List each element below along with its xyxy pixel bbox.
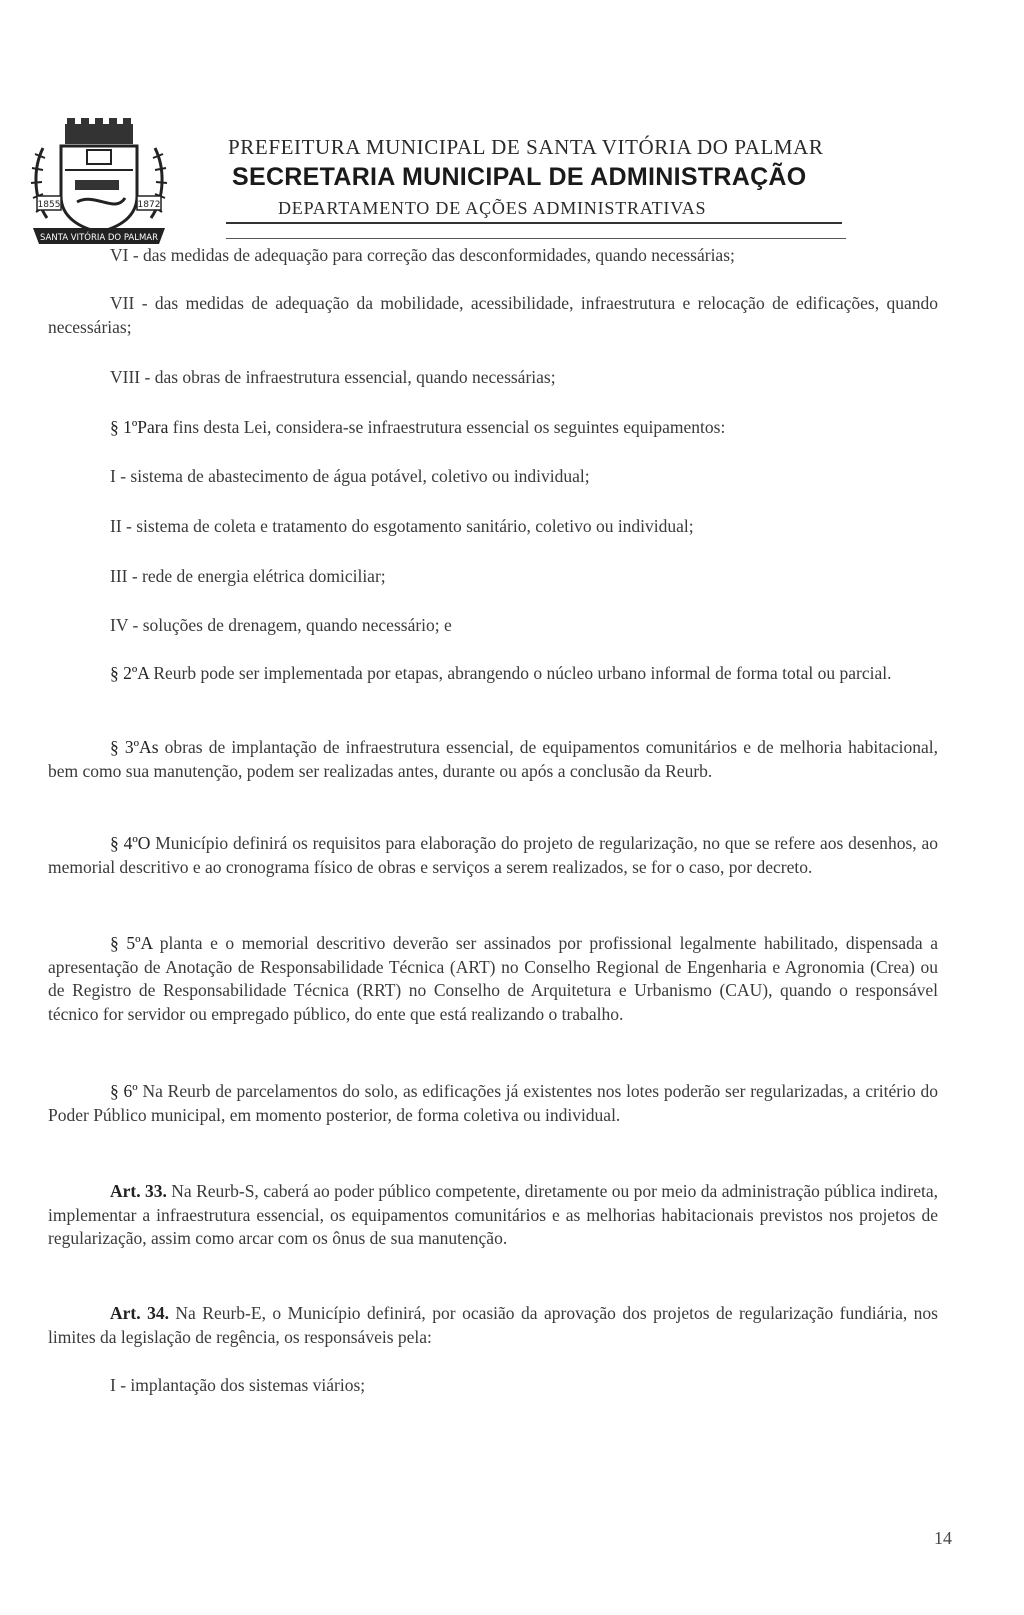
- paragraph-3: [48, 736, 938, 783]
- item-iv: IV - soluções de drenagem, quando necessário; e: [110, 615, 452, 635]
- paragraph-5: [48, 932, 938, 1026]
- paragraph-5-mark: § 5ºA: [110, 933, 153, 953]
- paragraph-5-text: planta e o memorial descritivo deverão ser assinados por profissional legalmente habilitado, dispensada a apresentação de Anotação de Responsabilidade Técnica (ART) no Conselho Regional de Engenharia e Agronomia (Crea) ou de Registro de Responsabilidade Técnica (RRT) no Conselho de Arquitetura e Urbanismo (CAU), quando o responsável técnico for servidor ou empregado público, do ente que está realizando o trabalho.: [48, 933, 938, 1024]
- crest-year-right: 1872: [137, 200, 161, 210]
- header-prefeitura: PREFEITURA MUNICIPAL DE SANTA VITÓRIA DO PALMAR: [228, 135, 824, 159]
- item-viii: VIII - das obras de infraestrutura essencial, quando necessárias;: [110, 367, 556, 387]
- header-rule-bottom: [226, 238, 846, 239]
- header-secretaria: SECRETARIA MUNICIPAL DE ADMINISTRAÇÃO: [232, 163, 807, 191]
- municipal-crest-icon: [25, 118, 173, 248]
- paragraph-1: [110, 416, 940, 440]
- header-rule-top: [226, 222, 842, 224]
- article-34: [48, 1302, 938, 1349]
- paragraph-4-text: Município definirá os requisitos para elaboração do projeto de regularização, no que se refere aos desenhos, ao memorial descritivo e ao cronograma físico de obras e serviços a serem realizados, se for o caso, por decreto.: [48, 833, 938, 877]
- paragraph-3-text: obras de implantação de infraestrutura essencial, de equipamentos comunitários e de melhoria habitacional, bem como sua manutenção, podem ser realizadas antes, durante ou após a conclusão da Reurb.: [48, 737, 939, 781]
- paragraph-6-text: Na Reurb de parcelamentos do solo, as edificações já existentes nos lotes poderão ser regularizadas, a critério do Poder Público municipal, em momento posterior, de forma coletiva ou individual.: [48, 1081, 938, 1125]
- letterhead: [0, 0, 1024, 250]
- item-vi: VI - das medidas de adequação para correção das desconformidades, quando necessárias;: [110, 245, 735, 265]
- crest-ribbon-text: SANTA VITÓRIA DO PALMAR: [39, 233, 159, 243]
- paragraph-6: [48, 1080, 938, 1127]
- paragraph-4-mark: § 4ºO: [110, 833, 151, 853]
- item-iii: III - rede de energia elétrica domiciliar;: [110, 566, 386, 586]
- paragraph-6-mark: § 6º: [110, 1081, 138, 1101]
- paragraph-3-mark: § 3ºAs: [110, 737, 159, 757]
- paragraph-2-text: Reurb pode ser implementada por etapas, abrangendo o núcleo urbano informal de forma total ou parcial.: [148, 663, 892, 683]
- item-ii: II - sistema de coleta e tratamento do esgotamento sanitário, coletivo ou individual;: [110, 516, 694, 536]
- crest-year-left: 1855: [37, 200, 61, 210]
- paragraph-1-mark: § 1ºPara: [110, 417, 169, 437]
- item-vii: VII - das medidas de adequação da mobilidade, acessibilidade, infraestrutura e relocação de edificações, quando necessárias;: [48, 293, 938, 337]
- paragraph-2: [48, 662, 938, 686]
- article-34-item-i: I - implantação dos sistemas viários;: [110, 1375, 366, 1395]
- paragraph-1-text: fins desta Lei, considera-se infraestrutura essencial os seguintes equipamentos:: [168, 417, 726, 437]
- article-34-text: Na Reurb-E, o Município definirá, por ocasião da aprovação dos projetos de regularização fundiária, nos limites da legislação de regência, os responsáveis pela:: [48, 1303, 938, 1347]
- header-departamento: DEPARTAMENTO DE AÇÕES ADMINISTRATIVAS: [278, 198, 707, 218]
- paragraph-4: [48, 832, 938, 879]
- paragraph-2-mark: § 2ºA: [110, 663, 149, 683]
- article-33: [48, 1180, 938, 1251]
- article-34-label: Art. 34.: [110, 1303, 169, 1323]
- article-33-text: Na Reurb-S, caberá ao poder público competente, diretamente ou por meio da administração pública indireta, implementar a infraestrutura essencial, os equipamentos comunitários e as melhorias habitacionais previstos nos projetos de regularização, assim como arcar com os ônus de sua manutenção.: [48, 1181, 938, 1248]
- page-number: 14: [934, 1528, 952, 1548]
- item-i: I - sistema de abastecimento de água potável, coletivo ou individual;: [110, 466, 590, 486]
- article-33-label: Art. 33.: [110, 1181, 167, 1201]
